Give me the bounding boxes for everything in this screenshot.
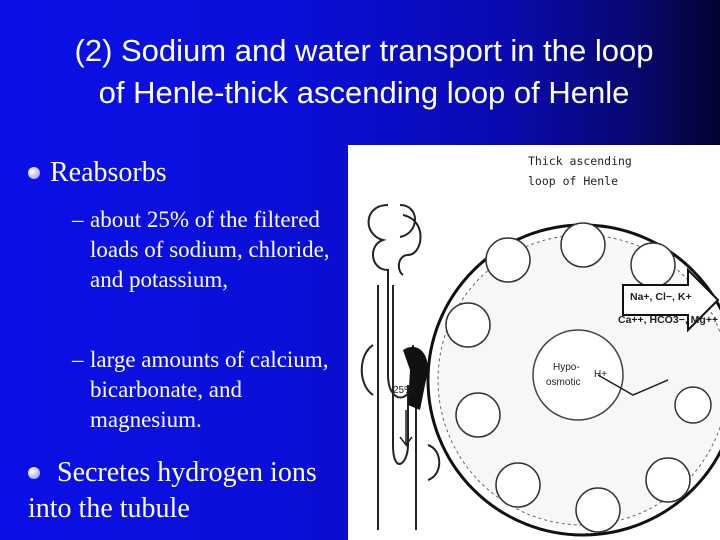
bullet-reabsorbs-text: Reabsorbs [50, 157, 167, 188]
thick-segment-highlight [403, 347, 428, 410]
slide-title [14, 30, 714, 114]
sub-bullet-calcium [72, 345, 342, 440]
ions-line-1: Na+, Cl−, K+ [630, 291, 692, 303]
ions-line-2: Ca++, HCO3−, Mg++ [618, 314, 719, 326]
title-line-2: of Henle-thick ascending loop of Henle [98, 75, 630, 110]
hypo-label-line-2: osmotic [546, 377, 581, 388]
figure-label-line-1: Thick ascending [528, 154, 632, 168]
bullet-dot-icon [28, 167, 40, 179]
hplus-label: H+ [594, 369, 608, 380]
bullet-secretes [28, 455, 328, 527]
figure-label-line-2: loop of Henle [528, 174, 619, 188]
bullet-dot-icon [28, 467, 40, 479]
tubule-cross-section [428, 223, 720, 535]
hypo-label-line-1: Hypo- [553, 362, 580, 373]
sub-bullet-calcium-text: large amounts of calcium, bicarbonate, and magnesium. [90, 347, 329, 432]
nephron-figure [348, 145, 720, 540]
sub-bullet-filtered-loads-text: about 25% of the filtered loads of sodium, chloride, and potassium, [90, 207, 330, 292]
sub-bullet-filtered-loads [72, 205, 342, 330]
dash-icon: – [72, 207, 84, 232]
title-line-1: (2) Sodium and water transport in the loop [74, 33, 654, 68]
dash-icon: – [72, 347, 84, 372]
bullet-reabsorbs [28, 155, 167, 191]
percent-label: 25% [393, 385, 414, 396]
nephron-diagram [348, 145, 720, 540]
bullet-secretes-text: Secretes hydrogen ions into the tubule [28, 457, 317, 524]
arrow-down-icon [400, 410, 412, 445]
